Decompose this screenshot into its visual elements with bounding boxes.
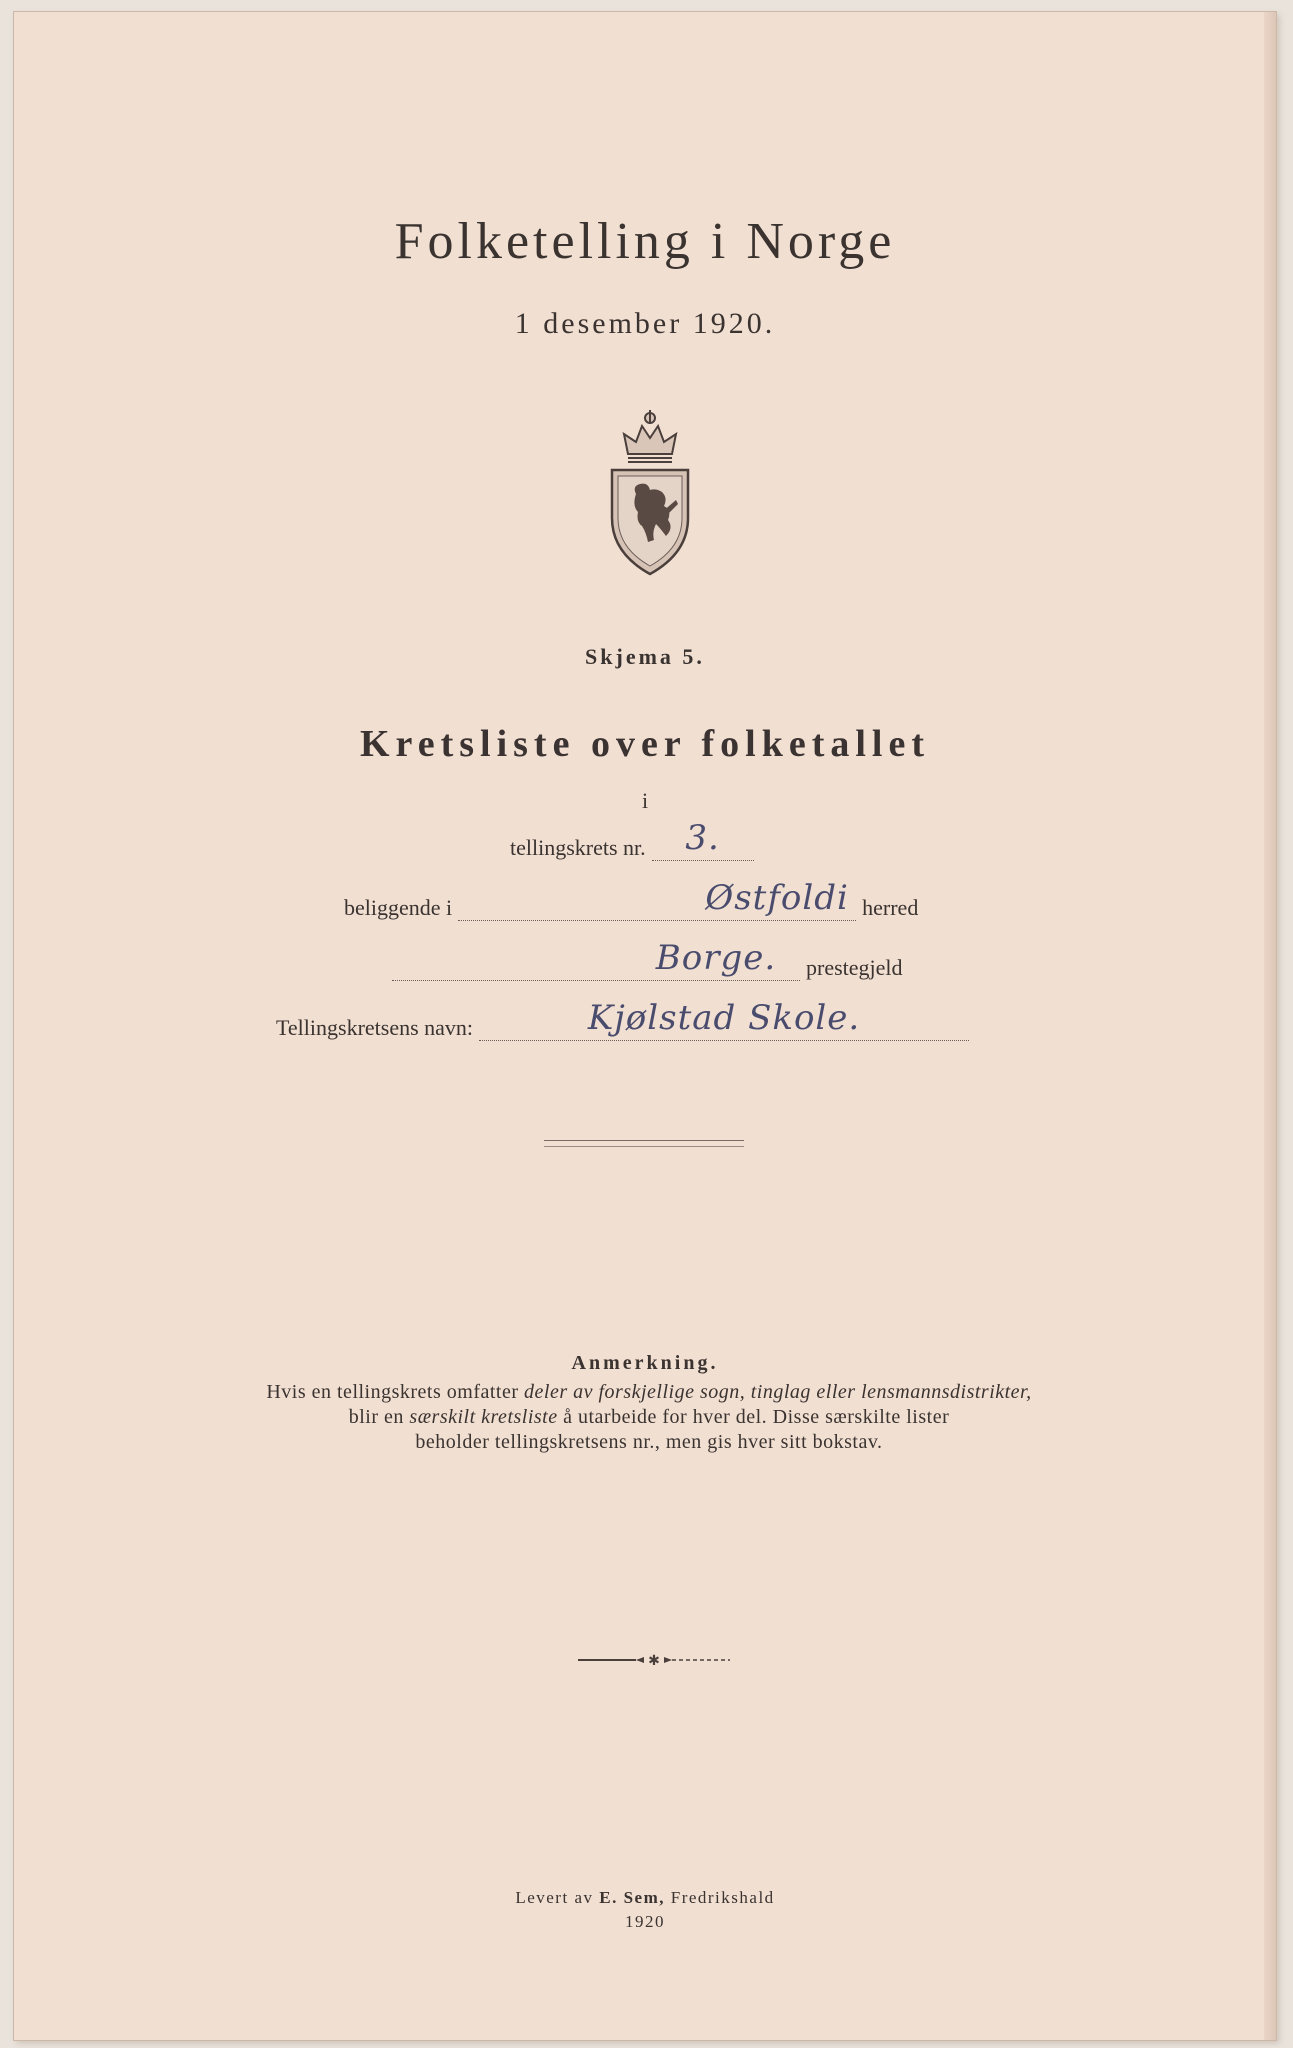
krets-number-field [652, 818, 754, 861]
krets-number-row [510, 818, 760, 861]
divider-rule-thin [544, 1146, 744, 1147]
printer-place: Fredrikshald [664, 1888, 775, 1907]
prestegjeld-row [386, 938, 903, 981]
ornament-divider-icon [574, 1652, 734, 1668]
note-body [204, 1380, 1094, 1455]
herred-value: Østfoldi [705, 878, 849, 918]
schema-number: Skjema 5. [585, 644, 705, 669]
note-line-2-italic: særskilt kretsliste [409, 1406, 558, 1428]
krets-name-row [276, 998, 975, 1041]
form-heading: Kretsliste over folketallet [359, 723, 931, 765]
prestegjeld-label: prestegjeld [806, 955, 903, 980]
krets-number-value: 3. [685, 818, 720, 858]
note-line-1-text: Hvis en tellingskrets omfatter [266, 1381, 525, 1403]
norwegian-lion-coat-of-arms-icon [602, 408, 698, 578]
beliggende-label: beliggende i [344, 895, 453, 920]
prestegjeld-field [392, 938, 800, 981]
svg-text:✱: ✱ [648, 1653, 660, 1668]
krets-name-field [479, 998, 969, 1041]
note-line-1 [204, 1380, 1094, 1405]
krets-number-label: tellingskrets nr. [510, 835, 646, 860]
printer-name: E. Sem, [599, 1888, 665, 1907]
printer-prefix: Levert av [515, 1888, 600, 1907]
note-line-2-text-c: å utarbeide for hver del. Disse særskilte lister [557, 1406, 950, 1428]
census-date: 1 desember 1920. [514, 307, 776, 340]
census-form-page [14, 12, 1276, 2040]
preposition-i: i [641, 788, 649, 813]
note-line-3: beholder tellingskretsens nr., men gis hver sitt bokstav. [415, 1431, 883, 1453]
form-title: Folketelling i Norge [394, 213, 896, 270]
herred-field [458, 878, 856, 921]
divider-rule [544, 1140, 744, 1141]
note-title: Anmerkning. [571, 1352, 719, 1374]
herred-row [344, 878, 919, 921]
printer-year: 1920 [625, 1912, 665, 1931]
krets-name-label: Tellingskretsens navn: [276, 1015, 474, 1040]
printer-credit [14, 1888, 1276, 1908]
prestegjeld-value: Borge. [655, 938, 777, 978]
note-line-1-italic: deler av forskjellige sogn, tinglag eller lensmannsdistrikter, [524, 1381, 1032, 1403]
herred-label: herred [862, 895, 919, 920]
krets-name-value: Kjølstad Skole. [587, 998, 861, 1038]
note-line-2-text-a: blir en [348, 1406, 410, 1428]
note-line-2 [204, 1405, 1094, 1430]
